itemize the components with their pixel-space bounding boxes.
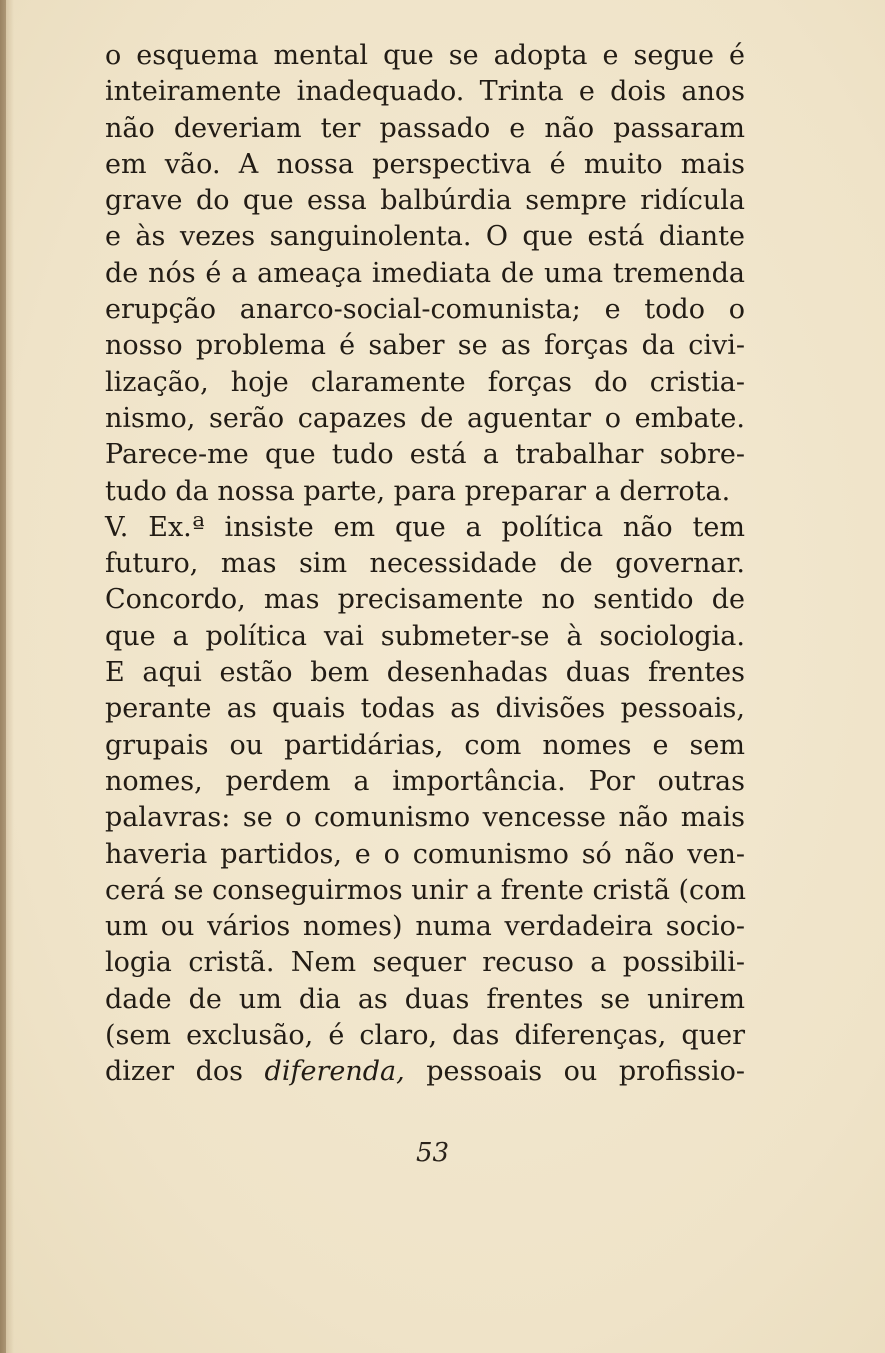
text-line: que a política vai submeter-se à sociologia. — [105, 620, 745, 652]
italic-term: diferenda, — [264, 1056, 405, 1088]
body-text — [105, 38, 745, 1091]
text-line: V. Ex.ª insiste em que a política não tem — [105, 511, 745, 543]
text-line: de nós é a ameaça imediata de uma tremenda — [105, 257, 745, 289]
page-number — [0, 1138, 885, 1168]
text-line: nomes, perdem a importância. Por outras — [105, 765, 745, 797]
text-line: em vão. A nossa perspectiva é muito mais — [105, 148, 745, 180]
text-segment: pessoais ou profissio- — [404, 1056, 746, 1088]
text-line: grave do que essa balbúrdia sempre ridícula — [105, 185, 745, 217]
text-line: logia cristã. Nem sequer recuso a possibili- — [105, 947, 745, 979]
text-line: Concordo, mas precisamente no sentido de — [105, 584, 745, 616]
text-line: dade de um dia as duas frentes se unirem — [105, 983, 745, 1015]
text-line: palavras: se o comunismo vencesse não mais — [105, 802, 745, 834]
text-line: futuro, mas sim necessidade de governar. — [105, 548, 745, 580]
text-line: Parece-me que tudo está a trabalhar sobre- — [105, 439, 745, 471]
text-line: o esquema mental que se adopta e segue é — [105, 40, 745, 71]
text-line: haveria partidos, e o comunismo só não ven- — [105, 838, 745, 870]
text-line: E aqui estão bem desenhadas duas frentes — [105, 657, 745, 689]
text-segment: dizer dos — [105, 1056, 265, 1088]
text-line: não deveriam ter passado e não passaram — [105, 112, 745, 144]
text-line: nosso problema é saber se as forças da civi- — [105, 330, 745, 362]
text-line: e às vezes sanguinolenta. O que está diante — [105, 221, 745, 253]
text-line: (sem exclusão, é claro, das diferenças, quer — [105, 1020, 745, 1052]
text-line: inteiramente inadequado. Trinta e dois anos — [105, 76, 745, 108]
text-line: nismo, serão capazes de aguentar o embate. — [105, 402, 745, 434]
text-line: erupção anarco-social-comunista; e todo o — [105, 294, 745, 326]
text-line: tudo da nossa parte, para preparar a derrota. — [105, 475, 731, 507]
text-line: um ou vários nomes) numa verdadeira socio- — [105, 911, 745, 943]
text-line: perante as quais todas as divisões pessoais, — [105, 693, 745, 725]
text-line: cerá se conseguirmos unir a frente cristã (com — [105, 874, 747, 906]
text-line: grupais ou partidárias, com nomes e sem — [105, 729, 745, 761]
text-line-final — [105, 1054, 745, 1090]
page-number-label: 53 — [415, 1138, 450, 1168]
text-line: lização, hoje claramente forças do cristia- — [105, 366, 745, 398]
